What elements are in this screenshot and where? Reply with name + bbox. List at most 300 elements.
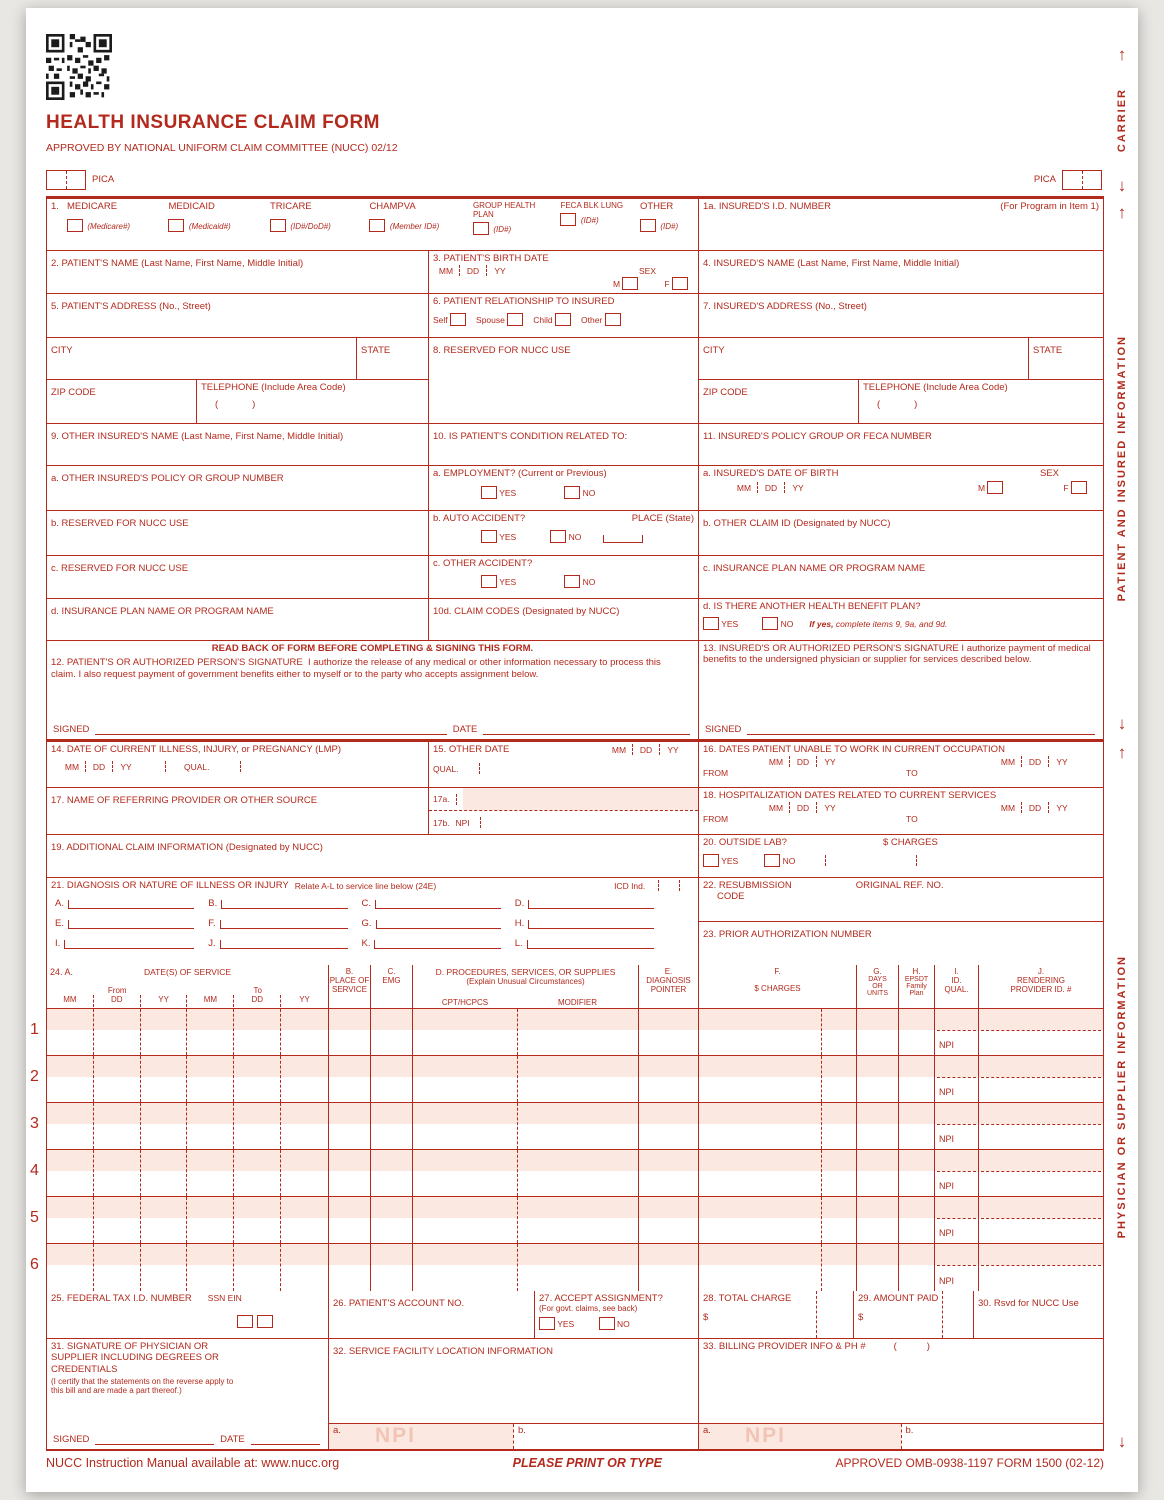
service-place-cell[interactable]: [329, 1009, 371, 1055]
to-label: TO: [906, 814, 918, 825]
dashed-divider: [916, 855, 917, 866]
field-4-label: 4. INSURED'S NAME (Last Name, First Name, Middle Initial): [703, 258, 960, 269]
insured-zip-cell[interactable]: [699, 380, 859, 423]
service-emg-cell[interactable]: [371, 1244, 413, 1291]
signed-label: SIGNED: [705, 724, 742, 735]
field-24-number: 24. A.: [50, 967, 74, 977]
date-subcell[interactable]: [281, 1056, 328, 1102]
service-date-cells[interactable]: [47, 1244, 329, 1291]
field-17b-row[interactable]: [429, 811, 698, 834]
service-emg-cell[interactable]: [371, 1009, 413, 1055]
service-days-units-cell[interactable]: [857, 1244, 899, 1291]
service-diagnosis-pointer-cell[interactable]: [639, 1056, 699, 1102]
field-13-insured-signature: [699, 641, 1103, 739]
col-header-procedures: D. PROCEDURES, SERVICES, OR SUPPLIES (Explain Unusual Circumstances) CPT/HCPCS MODIFIER: [413, 965, 639, 1008]
dx-letter: C.: [361, 898, 371, 910]
from-date-headers: MM DD YY: [768, 756, 836, 767]
npi-label: NPI: [455, 817, 470, 828]
field-17a-row[interactable]: [429, 788, 698, 811]
service-days-units-cell[interactable]: [857, 1056, 899, 1102]
dx-line-l[interactable]: [527, 940, 654, 949]
field-12-patient-signature: [47, 641, 699, 739]
cms-1500-claim-form: [26, 8, 1138, 1492]
date-subcell[interactable]: [94, 1103, 141, 1149]
service-emg-cell[interactable]: [371, 1197, 413, 1243]
dx-line-j[interactable]: [220, 940, 348, 949]
col-header-rendering-provider: J. RENDERING PROVIDER ID. #: [1010, 967, 1072, 994]
medicare-checkbox[interactable]: [67, 219, 83, 232]
physician-signature-row: [53, 1434, 320, 1445]
if-yes-label: If yes,: [809, 618, 834, 629]
field-7-insured-address[interactable]: [699, 294, 1103, 337]
auto-yes-checkbox[interactable]: [481, 530, 497, 543]
insured-male-checkbox[interactable]: [987, 481, 1003, 494]
no-label: NO: [780, 619, 794, 630]
date-subcell[interactable]: [234, 1150, 281, 1196]
field-17a-shaded-area[interactable]: [463, 788, 698, 810]
dx-line-g[interactable]: [376, 920, 501, 929]
field-1a-note: (For Program in Item 1): [1000, 201, 1099, 212]
champva-checkbox[interactable]: [369, 219, 385, 232]
otheracc-no-checkbox[interactable]: [564, 575, 580, 588]
service-date-cells[interactable]: [47, 1150, 329, 1196]
field-3-label: 3. PATIENT'S BIRTH DATE: [433, 253, 549, 264]
footer-print-or-type: PLEASE PRINT OR TYPE: [512, 1456, 662, 1470]
service-emg-cell[interactable]: [371, 1103, 413, 1149]
dx-letter: F.: [208, 918, 216, 930]
phone-paren-close: ): [926, 1341, 930, 1352]
service-charges-cell[interactable]: [699, 1197, 857, 1243]
field-7-label: 7. INSURED'S ADDRESS (No., Street): [703, 301, 867, 312]
field-16-unable-to-work: [699, 742, 1103, 787]
group-health-checkbox[interactable]: [473, 222, 489, 235]
service-place-cell[interactable]: [329, 1244, 371, 1291]
assignment-no-checkbox[interactable]: [599, 1317, 615, 1330]
field-33b-cell[interactable]: [902, 1424, 1104, 1449]
icd-ind-group: [614, 880, 680, 891]
field-2-patient-name[interactable]: [47, 251, 429, 293]
other-checkbox[interactable]: [640, 219, 656, 232]
date-subcell[interactable]: [141, 1244, 188, 1291]
date-subcell[interactable]: [187, 1103, 234, 1149]
date-subcell[interactable]: [141, 1009, 188, 1055]
field-25-label: 25. FEDERAL TAX I.D. NUMBER: [51, 1293, 192, 1304]
service-id-qual-cell[interactable]: [935, 1197, 979, 1243]
dx-line-c[interactable]: [375, 900, 501, 909]
field-11-insured-policy-group[interactable]: [699, 424, 1103, 465]
arrow-up-icon: ↑: [1117, 743, 1127, 762]
cpt-modifier-divider: [517, 1056, 518, 1102]
dx-letter: J.: [208, 938, 216, 950]
date-subcell[interactable]: [94, 1150, 141, 1196]
date-subcell[interactable]: [281, 1103, 328, 1149]
service-procedures-cell[interactable]: [413, 1009, 639, 1055]
cents-divider: [821, 1009, 822, 1055]
dx-line-a[interactable]: [68, 900, 194, 909]
service-epsdt-cell[interactable]: [899, 1150, 935, 1196]
field-12-text: I authorize the release of any medical or other information necessary to process this claim. I also request payment of government benefits either to myself or to the party who accepts assignment below.: [51, 657, 661, 680]
date-subcell[interactable]: [47, 1197, 94, 1243]
date-subcell[interactable]: [281, 1197, 328, 1243]
field-9d-insurance-plan-name[interactable]: [47, 599, 429, 640]
field-10d-claim-codes[interactable]: [429, 599, 699, 640]
service-emg-cell[interactable]: [371, 1056, 413, 1102]
service-days-units-cell[interactable]: [857, 1103, 899, 1149]
dx-line-d[interactable]: [528, 900, 654, 909]
service-date-cells[interactable]: [47, 1103, 329, 1149]
date-subcell[interactable]: [47, 1150, 94, 1196]
service-procedures-cell[interactable]: [413, 1103, 639, 1149]
service-line-number: 1: [30, 1021, 39, 1038]
physician-supplier-label: PHYSICIAN OR SUPPLIER INFORMATION: [1116, 955, 1128, 1239]
field-1-number: 1.: [51, 201, 59, 212]
dashed-divider: [240, 761, 241, 772]
date-subcell[interactable]: [141, 1056, 188, 1102]
date-subcell[interactable]: [281, 1009, 328, 1055]
claim-dates-section: [47, 742, 1103, 965]
child-checkbox[interactable]: [555, 313, 571, 326]
insured-signature-line[interactable]: [747, 725, 1095, 735]
date-subcell[interactable]: [187, 1244, 234, 1291]
option-other: [640, 201, 694, 237]
service-procedures-cell[interactable]: [413, 1244, 639, 1291]
date-subcell[interactable]: [94, 1244, 141, 1291]
field-29-amount-paid[interactable]: [854, 1291, 974, 1338]
pica-boxes-left[interactable]: [46, 170, 86, 190]
phone-paren-open: (: [215, 399, 219, 411]
service-line-row: [30, 1244, 1103, 1291]
patient-signature-date-line[interactable]: [483, 725, 690, 735]
from-date-headers: MM DD YY: [768, 802, 836, 813]
service-epsdt-cell[interactable]: [899, 1056, 935, 1102]
phone-label: TELEPHONE (Include Area Code): [863, 382, 1008, 393]
service-rendering-provider-cell[interactable]: [979, 1009, 1103, 1055]
pica-boxes-right[interactable]: [1062, 170, 1102, 190]
date-subcell[interactable]: [94, 1056, 141, 1102]
city-label: CITY: [703, 345, 725, 356]
insured-city-cell[interactable]: [699, 338, 1029, 379]
icd-ind-label: ICD Ind.: [614, 881, 646, 892]
field-32b-cell[interactable]: [514, 1424, 698, 1449]
dx-line-f[interactable]: [220, 920, 348, 929]
field-33-billing-provider[interactable]: [699, 1339, 1103, 1449]
male-checkbox[interactable]: [622, 277, 638, 290]
cpt-modifier-divider: [517, 1244, 518, 1291]
col-header-id-qual: I. ID. QUAL.: [935, 965, 979, 1008]
field-28-total-charge[interactable]: [699, 1291, 854, 1338]
employment-no-checkbox[interactable]: [564, 486, 580, 499]
dashed-midline: [937, 1218, 976, 1219]
service-diagnosis-pointer-cell[interactable]: [639, 1009, 699, 1055]
physician-supplier-strip: [1108, 744, 1136, 1450]
field-31-label: 31. SIGNATURE OF PHYSICIAN OR SUPPLIER INCLUDING DEGREES OR CREDENTIALS: [51, 1341, 219, 1375]
dx-line-h[interactable]: [528, 920, 654, 929]
pica-label-right: PICA: [1033, 174, 1056, 186]
read-back-notice: READ BACK OF FORM BEFORE COMPLETING & SIGNING THIS FORM.: [211, 643, 534, 654]
service-epsdt-cell[interactable]: [899, 1244, 935, 1291]
field-9-label: 9. OTHER INSURED'S NAME (Last Name, First Name, Middle Initial): [51, 431, 344, 442]
dx-line-k[interactable]: [374, 940, 500, 949]
col-header-place-of-service: B. PLACE OF SERVICE: [329, 965, 371, 1008]
field-19-additional-claim-info[interactable]: [47, 835, 699, 877]
yes-label: YES: [499, 532, 517, 543]
modifier-label: MODIFIER: [557, 998, 598, 1007]
field-28-label: 28. TOTAL CHARGE: [703, 1293, 792, 1304]
benefit-no-checkbox[interactable]: [762, 617, 778, 630]
service-procedures-cell[interactable]: [413, 1197, 639, 1243]
assignment-yes-checkbox[interactable]: [539, 1317, 555, 1330]
field-32a-cell[interactable]: [329, 1424, 514, 1449]
service-days-units-cell[interactable]: [857, 1009, 899, 1055]
yes-label: YES: [721, 856, 739, 867]
date-subcell[interactable]: [234, 1056, 281, 1102]
spouse-label: Spouse: [476, 315, 505, 326]
service-date-cells[interactable]: [47, 1056, 329, 1102]
service-place-cell[interactable]: [329, 1150, 371, 1196]
right-margin-strip: [1108, 8, 1136, 1492]
medicaid-checkbox[interactable]: [168, 219, 184, 232]
service-charges-cell[interactable]: [699, 1103, 857, 1149]
date-subcell[interactable]: [94, 1009, 141, 1055]
dx-line-e[interactable]: [68, 920, 194, 929]
field-11c-insurance-plan-name[interactable]: [699, 556, 1103, 598]
insured-phone-cell[interactable]: [859, 380, 1103, 423]
service-procedures-cell[interactable]: [413, 1150, 639, 1196]
service-emg-cell[interactable]: [371, 1150, 413, 1196]
dashed-midline: [937, 1265, 976, 1266]
insured-female-checkbox[interactable]: [1071, 481, 1087, 494]
service-charges-cell[interactable]: [699, 1009, 857, 1055]
date-subcell[interactable]: [234, 1197, 281, 1243]
field-6-label: 6. PATIENT RELATIONSHIP TO INSURED: [433, 296, 615, 307]
service-rendering-provider-cell[interactable]: [979, 1197, 1103, 1243]
field-5-patient-address[interactable]: [47, 294, 429, 337]
tricare-checkbox[interactable]: [270, 219, 286, 232]
dashed-divider: [480, 817, 481, 828]
date-subcell[interactable]: [234, 1244, 281, 1291]
service-line-row: [30, 1103, 1103, 1150]
patient-phone-cell[interactable]: [197, 380, 428, 423]
field-17-label: 17. NAME OF REFERRING PROVIDER OR OTHER SOURCE: [51, 795, 318, 806]
cents-divider: [821, 1103, 822, 1149]
arrow-up-icon: ↑: [1117, 203, 1127, 222]
signed-label: SIGNED: [53, 1434, 90, 1445]
service-diagnosis-pointer-cell[interactable]: [639, 1150, 699, 1196]
service-rendering-provider-cell[interactable]: [979, 1103, 1103, 1149]
field-32-npi-strip: [329, 1423, 698, 1449]
other-rel-checkbox[interactable]: [605, 313, 621, 326]
outsidelab-no-checkbox[interactable]: [764, 854, 780, 867]
insured-city-zip-block: [699, 338, 1103, 423]
field-14-current-illness-date: [47, 742, 429, 787]
service-id-qual-cell[interactable]: [935, 1244, 979, 1291]
field-16-label: 16. DATES PATIENT UNABLE TO WORK IN CURRENT OCCUPATION: [703, 744, 1005, 755]
field-3-patient-birthdate-sex[interactable]: [429, 251, 699, 293]
date-subcell[interactable]: [234, 1009, 281, 1055]
service-days-units-cell[interactable]: [857, 1150, 899, 1196]
field-33a-cell[interactable]: [699, 1424, 902, 1449]
patient-state-cell[interactable]: [357, 338, 429, 379]
field-32-label: 32. SERVICE FACILITY LOCATION INFORMATION: [333, 1346, 553, 1357]
date-subcell[interactable]: [94, 1197, 141, 1243]
service-days-units-cell[interactable]: [857, 1197, 899, 1243]
field-22-resubmission[interactable]: [699, 878, 1103, 922]
field-11b-other-claim-id[interactable]: [699, 511, 1103, 555]
service-rendering-provider-cell[interactable]: [979, 1150, 1103, 1196]
cents-divider: [821, 1197, 822, 1243]
field-31-physician-signature: [47, 1339, 329, 1449]
service-id-qual-cell[interactable]: [935, 1056, 979, 1102]
service-place-cell[interactable]: [329, 1056, 371, 1102]
employment-yes-checkbox[interactable]: [481, 486, 497, 499]
date-subcell[interactable]: [281, 1150, 328, 1196]
field-15-date-headers: MM DD YY: [611, 744, 679, 755]
option-tricare: [270, 201, 354, 237]
patient-insured-section: [47, 199, 1103, 742]
physician-date-line[interactable]: [251, 1435, 320, 1445]
field-9b-label: b. RESERVED FOR NUCC USE: [51, 518, 189, 529]
field-9a-other-insured-policy[interactable]: [47, 466, 429, 510]
yes-label: YES: [557, 1318, 575, 1329]
service-charges-cell[interactable]: [699, 1244, 857, 1291]
service-epsdt-cell[interactable]: [899, 1197, 935, 1243]
npi-label: NPI: [939, 1228, 955, 1238]
field-9c-label: c. RESERVED FOR NUCC USE: [51, 563, 189, 574]
benefit-yes-checkbox[interactable]: [703, 617, 719, 630]
dashed-divider: [679, 880, 680, 891]
self-checkbox[interactable]: [450, 313, 466, 326]
tricare-sublabel: (ID#/DoD#): [290, 222, 331, 232]
service-place-cell[interactable]: [329, 1197, 371, 1243]
service-rendering-provider-cell[interactable]: [979, 1244, 1103, 1291]
date-subcell[interactable]: [47, 1103, 94, 1149]
field-10a-employment: [429, 466, 699, 510]
dx-letter: I.: [55, 938, 61, 950]
date-subcell[interactable]: [141, 1150, 188, 1196]
female-checkbox[interactable]: [672, 277, 688, 290]
date-subcell[interactable]: [141, 1103, 188, 1149]
field-10b-label: b. AUTO ACCIDENT?: [433, 513, 526, 524]
patient-signature-line[interactable]: [95, 725, 446, 735]
service-epsdt-cell[interactable]: [899, 1103, 935, 1149]
npi-watermark: NPI: [375, 1424, 417, 1447]
service-epsdt-cell[interactable]: [899, 1009, 935, 1055]
date-subcell[interactable]: [281, 1244, 328, 1291]
feca-checkbox[interactable]: [560, 213, 576, 226]
date-subcell[interactable]: [141, 1197, 188, 1243]
self-label: Self: [433, 315, 448, 326]
field-25-federal-tax-id: [47, 1291, 329, 1338]
original-ref-label: ORIGINAL REF. NO.: [855, 880, 944, 891]
to-date-headers: MM DD YY: [1000, 756, 1068, 767]
auto-no-checkbox[interactable]: [550, 530, 566, 543]
qual-label: QUAL.: [184, 761, 210, 772]
dates-of-service-label: DATE(S) OF SERVICE: [143, 967, 232, 977]
date-subcell[interactable]: [234, 1103, 281, 1149]
date-subcell[interactable]: [47, 1244, 94, 1291]
field-17ab-block: [429, 788, 699, 834]
dx-letter: H.: [514, 918, 525, 930]
insured-state-cell[interactable]: [1029, 338, 1103, 379]
field-26-patient-account-no[interactable]: [329, 1291, 535, 1338]
option-feca: [560, 201, 624, 237]
arrow-down-icon: ↓: [1117, 714, 1127, 733]
service-rendering-provider-cell[interactable]: [979, 1056, 1103, 1102]
field-1a-insured-id-number[interactable]: [699, 199, 1103, 250]
field-32-service-facility[interactable]: [329, 1339, 699, 1449]
outsidelab-yes-checkbox[interactable]: [703, 854, 719, 867]
service-place-cell[interactable]: [329, 1103, 371, 1149]
field-5-label: 5. PATIENT'S ADDRESS (No., Street): [51, 301, 211, 312]
field-21-label: 21. DIAGNOSIS OR NATURE OF ILLNESS OR INJURY: [51, 880, 289, 891]
patient-zip-cell[interactable]: [47, 380, 197, 423]
field-17-referring-provider[interactable]: [47, 788, 429, 834]
service-diagnosis-pointer-cell[interactable]: [639, 1197, 699, 1243]
date-subcell[interactable]: [187, 1197, 234, 1243]
ein-label: EIN: [227, 1293, 242, 1303]
service-procedures-cell[interactable]: [413, 1056, 639, 1102]
service-id-qual-cell[interactable]: [935, 1150, 979, 1196]
field-9-other-insured-name[interactable]: [47, 424, 429, 465]
service-diagnosis-pointer-cell[interactable]: [639, 1103, 699, 1149]
field-14-label: 14. DATE OF CURRENT ILLNESS, INJURY, or PREGNANCY (LMP): [51, 744, 341, 755]
field-23-label: 23. PRIOR AUTHORIZATION NUMBER: [703, 929, 872, 940]
ssn-checkbox[interactable]: [237, 1315, 253, 1328]
dollar-sign: $: [858, 1312, 864, 1324]
cpt-modifier-divider: [517, 1197, 518, 1243]
service-line-number: 4: [30, 1162, 39, 1179]
service-charges-cell[interactable]: [699, 1056, 857, 1102]
dashed-midline: [981, 1030, 1101, 1031]
medicare-sublabel: (Medicare#): [87, 222, 131, 232]
field-4-insured-name[interactable]: [699, 251, 1103, 293]
field-23-prior-authorization[interactable]: [699, 922, 1103, 964]
patient-city-cell[interactable]: [47, 338, 357, 379]
place-state-box[interactable]: [603, 535, 643, 543]
service-table-section: [30, 965, 1103, 1291]
ein-checkbox[interactable]: [257, 1315, 273, 1328]
physician-signature-line[interactable]: [95, 1435, 214, 1445]
service-diagnosis-pointer-cell[interactable]: [639, 1244, 699, 1291]
service-id-qual-cell[interactable]: [935, 1103, 979, 1149]
field-13-text: I authorize payment of medical benefits to the undersigned physician or supplier for services described below.: [703, 643, 1091, 666]
dashed-midline: [937, 1171, 976, 1172]
npi-label: NPI: [939, 1040, 955, 1050]
date-subcell[interactable]: [187, 1009, 234, 1055]
service-line-number: 5: [30, 1209, 39, 1226]
date-subcell[interactable]: [187, 1056, 234, 1102]
service-date-cells[interactable]: [47, 1009, 329, 1055]
from-to-labels: From To: [107, 986, 262, 995]
date-subcell[interactable]: [187, 1150, 234, 1196]
service-id-qual-cell[interactable]: [935, 1009, 979, 1055]
spouse-checkbox[interactable]: [507, 313, 523, 326]
service-charges-cell[interactable]: [699, 1150, 857, 1196]
champva-label: CHAMPVA: [369, 201, 416, 212]
field-8-label: 8. RESERVED FOR NUCC USE: [433, 345, 571, 356]
dx-line-i[interactable]: [64, 940, 194, 949]
service-date-cells[interactable]: [47, 1197, 329, 1243]
otheracc-yes-checkbox[interactable]: [481, 575, 497, 588]
date-subcell[interactable]: [47, 1009, 94, 1055]
dashed-midline: [981, 1124, 1101, 1125]
phone-paren-close: ): [252, 399, 256, 411]
dx-line-b[interactable]: [221, 900, 347, 909]
no-label: NO: [582, 577, 596, 588]
signed-label: SIGNED: [53, 724, 90, 735]
date-subcell[interactable]: [47, 1056, 94, 1102]
field-1-insurance-type: [47, 199, 699, 250]
